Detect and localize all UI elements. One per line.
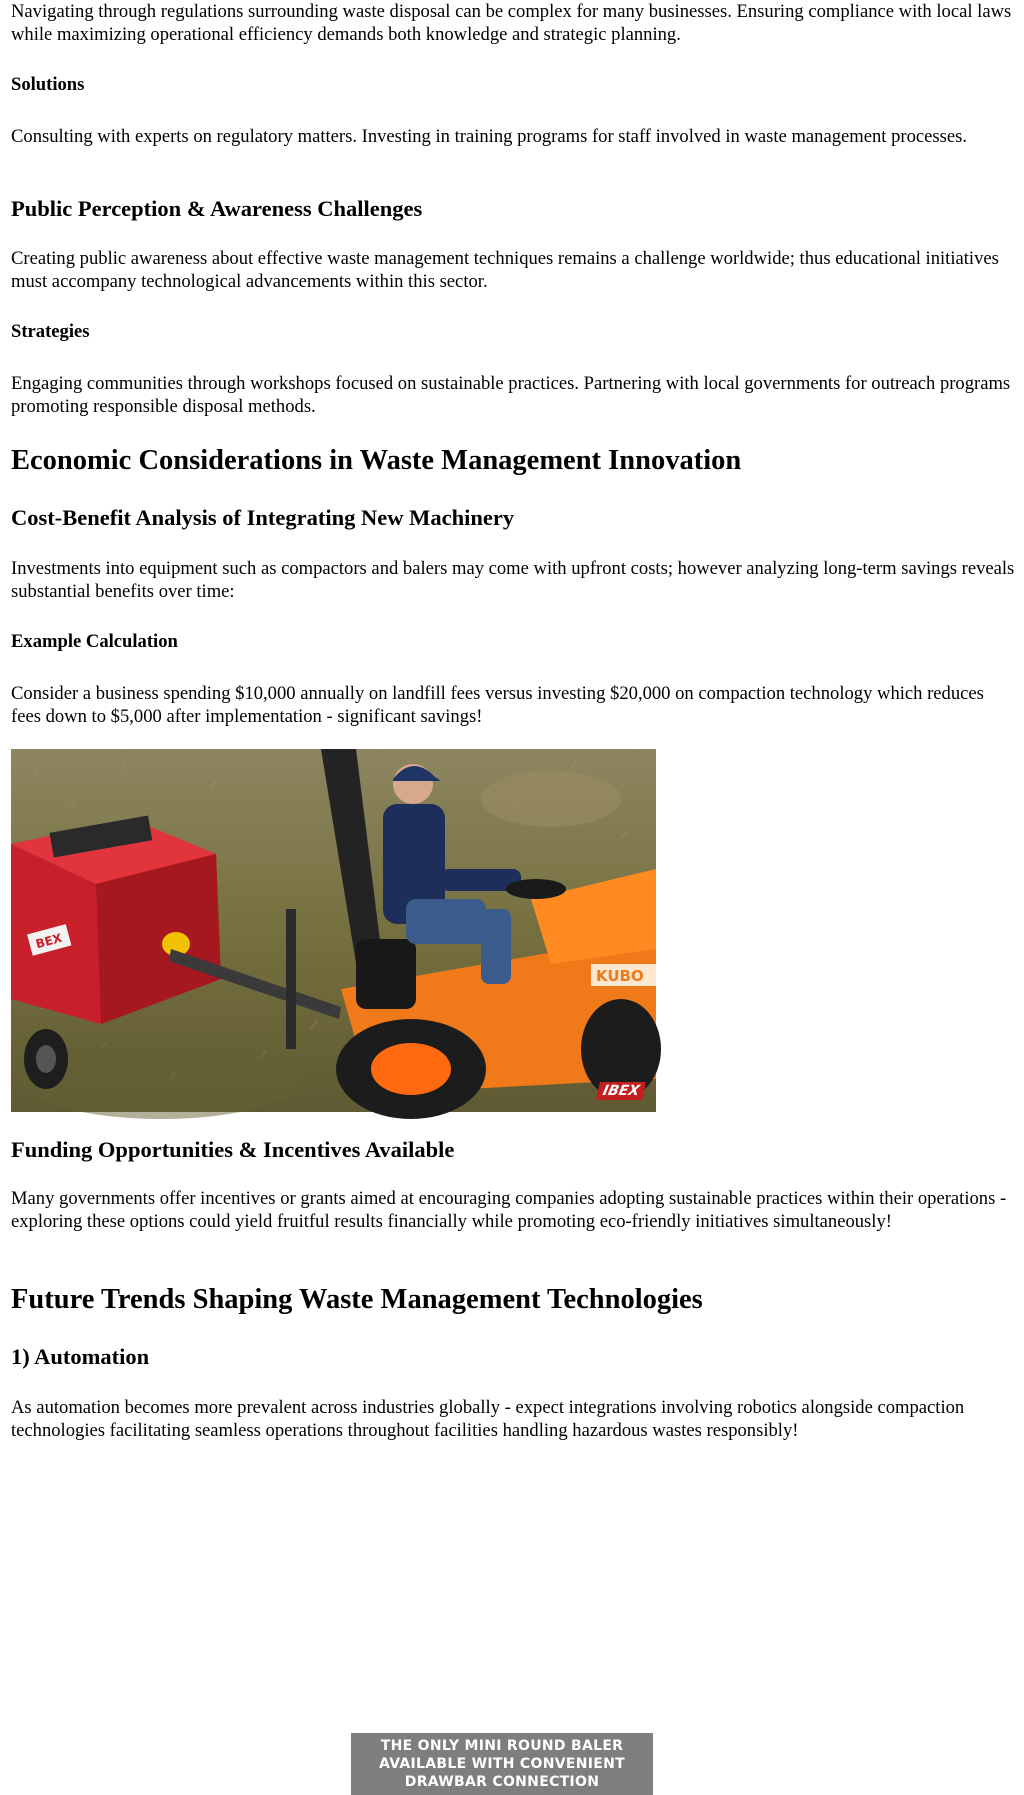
heading-future-trends: Future Trends Shaping Waste Management Technologies [11,1284,703,1315]
heading-economic: Economic Considerations in Waste Management Innovation [11,445,742,476]
heading-funding: Funding Opportunities & Incentives Available [11,1137,455,1162]
tractor-brand: KUBO [596,967,644,985]
paragraph-public-perception: Creating public awareness about effective waste management techniques remains a challenge worldwide; thus educational initiatives must accompany technological advancements within this sector. [11,248,999,292]
heading-strategies: Strategies [11,321,90,342]
paragraph-solutions: Consulting with experts on regulatory matters. Investing in training programs for staff involved in waste management processes. [11,126,967,147]
heading-automation: 1) Automation [11,1344,150,1369]
paragraph-automation: As automation becomes more prevalent across industries globally - expect integrations involving robotics alongside compaction technologies facilitating seamless operations throughout facilities handling hazardous wastes responsibly! [11,1397,965,1441]
photo-illustration [11,749,656,1112]
ibex-logo: IBEX [596,1082,646,1100]
caption-line: THE ONLY MINI ROUND BALER [380,1738,624,1754]
heading-cost-benefit: Cost-Benefit Analysis of Integrating New Machinery [11,505,515,530]
heading-example-calculation: Example Calculation [11,631,178,652]
paragraph-strategies: Engaging communities through workshops focused on sustainable practices. Partnering with local governments for outreach programs promoting responsible disposal methods. [11,373,1011,417]
heading-solutions: Solutions [11,74,85,95]
caption-line: AVAILABLE WITH CONVENIENT [379,1756,625,1772]
paragraph-funding: Many governments offer incentives or grants aimed at encouraging companies adopting sustainable practices within their operations - exploring these options could yield fruitful results financially while promoting eco-friendly initiatives simultaneously! [11,1188,1007,1232]
paragraph-example-calculation: Consider a business spending $10,000 annually on landfill fees versus investing $20,000 on compaction technology which reduces fees down to $5,000 after implementation - significant savings! [11,683,984,727]
paragraph-intro: Navigating through regulations surrounding waste disposal can be complex for many businesses. Ensuring compliance with local laws while maximizing operational efficiency demands both knowledge and strategic planning. [11,1,1012,45]
caption-line: DRAWBAR CONNECTION [404,1774,600,1790]
baler-badge: BEX [34,930,64,952]
paragraph-cost-benefit: Investments into equipment such as compactors and balers may come with upfront costs; however analyzing long-term savings reveals substantial benefits over time: [11,558,1015,602]
video-caption [351,1733,653,1795]
heading-public-perception: Public Perception & Awareness Challenges [11,196,423,221]
